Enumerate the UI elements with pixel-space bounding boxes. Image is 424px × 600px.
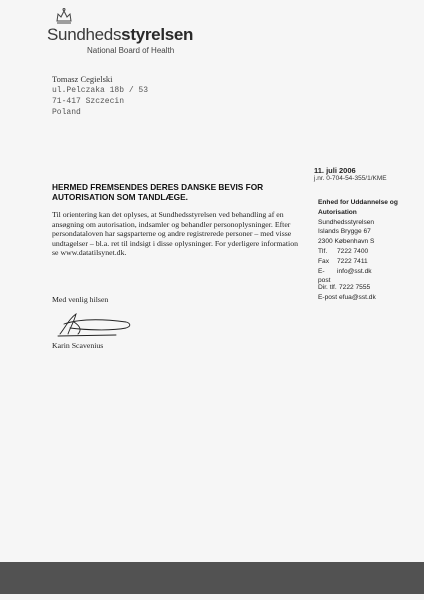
unit-city: 2300 København S — [318, 238, 375, 246]
signer-name: Karin Scavenius — [52, 341, 104, 350]
unit-email-label: E-post — [318, 267, 331, 285]
unit-phone-label: Tlf. — [318, 247, 328, 255]
direct-phone: 7222 7555 — [339, 284, 371, 291]
recipient-city: 71-417 Szczecin — [52, 97, 125, 106]
direct-phone-row — [318, 283, 376, 293]
direct-contact-block — [318, 283, 376, 303]
signature-image — [56, 308, 136, 340]
logo-subtitle: National Board of Health — [87, 46, 175, 55]
journal-number: j.nr. 0-704-54-355/1/KME — [314, 175, 387, 182]
unit-contact-block — [318, 198, 418, 286]
footer-bar — [0, 562, 424, 594]
recipient-country: Poland — [52, 108, 81, 117]
direct-email-row — [318, 293, 376, 303]
direct-email: efua@sst.dk — [339, 293, 376, 301]
recipient-street: ul.Pelczaka 18b / 53 — [52, 86, 149, 95]
letter-body: Til orientering kan det oplyses, at Sundhedsstyrelsen ved behandling af en ansøgning om autorisation, indsamler og behandler personoplysninger. Efter persondataloven har sagsparterne og andre registrerede personer – med visse undtagelser – bl.a. ret til indsigt i disse oplysninger. For yderligere information se www.datatilsynet.dk. — [52, 210, 298, 258]
unit-title: Enhed for Uddannelse og Autorisation — [318, 199, 398, 216]
direct-email-label: E-post — [318, 293, 338, 301]
unit-phone: 7222 7400 — [337, 247, 369, 255]
direct-phone-label: Dir. tlf. — [318, 284, 337, 291]
recipient-address — [52, 74, 148, 118]
crown-icon — [54, 6, 74, 26]
logo-wordmark: Sundhedsstyrelsen — [47, 25, 194, 44]
unit-phone-row — [318, 247, 418, 257]
unit-street: Islands Brygge 67 — [318, 228, 371, 236]
letter-date: 11. juli 2006 — [314, 166, 356, 175]
unit-fax-label: Fax — [318, 257, 329, 265]
letter-closing: Med venlig hilsen — [52, 295, 109, 304]
unit-fax: 7222 7411 — [337, 257, 368, 265]
letter-heading: HERMED FREMSENDES DERES DANSKE BEVIS FOR AUTORISATION SOM TANDLÆGE. — [52, 182, 264, 202]
recipient-name: Tomasz Cegielski — [52, 74, 113, 84]
unit-email: info@sst.dk — [337, 267, 372, 275]
unit-fax-row — [318, 257, 418, 267]
unit-org: Sundhedsstyrelsen — [318, 218, 375, 226]
